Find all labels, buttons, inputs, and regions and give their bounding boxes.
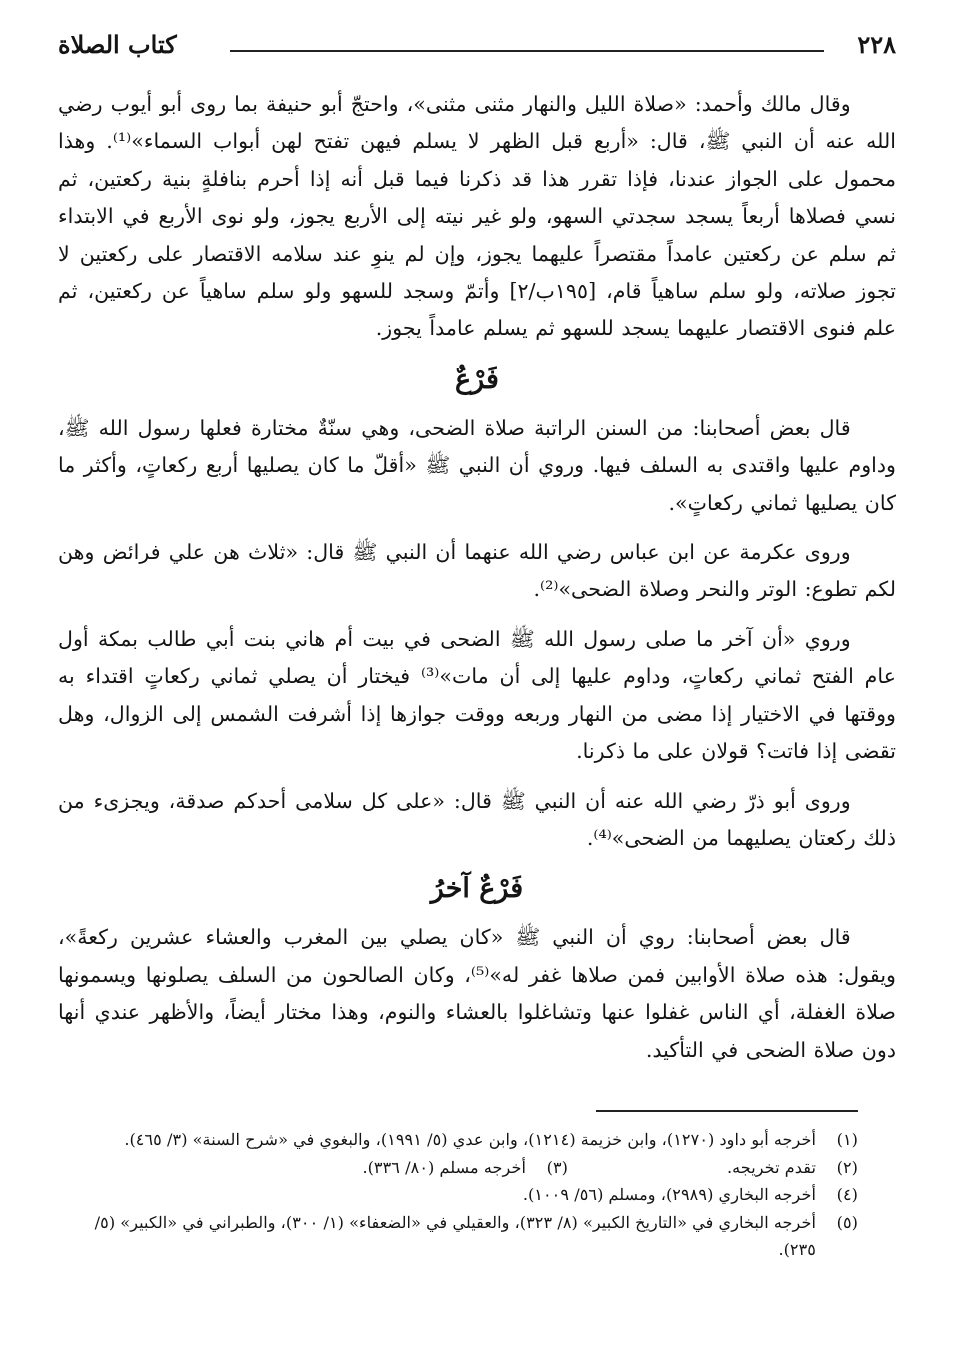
footnote-4 xyxy=(86,1181,858,1209)
footnote-3 xyxy=(278,1154,568,1182)
footnote-number: (٤) xyxy=(836,1185,858,1204)
footnote-number: (٥) xyxy=(836,1212,858,1232)
section-heading-far-akhar: فَرْعٌ آخرُ xyxy=(430,873,524,905)
footnote-text: أخرجه البخاري (٢٩٨٩)، ومسلم (٥٦/ ١٠٠٩). xyxy=(522,1185,816,1204)
page-header xyxy=(58,30,896,64)
main-text xyxy=(58,86,896,1081)
footnote-number: (٣) xyxy=(546,1157,568,1177)
paragraph-3: وروى عكرمة عن ابن عباس رضي الله عنهما أن النبي ﷺ قال: «ثلاث هن علي فرائض وهن لكم تطوع: الوتر والنحر وصلاة الضحى»⁽²⁾. xyxy=(58,540,896,602)
running-title: كتاب الصلاة xyxy=(58,30,177,59)
footnotes xyxy=(86,1126,858,1264)
footnote-text: تقدم تخريجه. xyxy=(726,1157,816,1177)
footnote-text: أخرجه مسلم (٨٠/ ٣٣٦). xyxy=(362,1157,526,1177)
footnote-number: (٢) xyxy=(836,1157,858,1177)
page-number: ٢٢٨ xyxy=(857,30,896,59)
header-rule xyxy=(230,50,824,52)
footnote-5 xyxy=(86,1209,858,1264)
footnote-row-2-3 xyxy=(86,1154,858,1182)
footnote-text: أخرجه أبو داود (١٢٧٠)، وابن خزيمة (١٢١٤)، وابن عدي (٥/ ١٩٩١)، والبغوي في «شرح السنة» (٣/ ٤٦٥). xyxy=(124,1130,816,1149)
footnote-2 xyxy=(568,1154,858,1182)
footnote-1 xyxy=(86,1126,858,1154)
paragraph-1: وقال مالك وأحمد: «صلاة الليل والنهار مثنى مثنى»، واحتجّ أبو حنيفة بما روى أبو أيوب رضي الله عنه أن النبي ﷺ، قال: «أربع قبل الظهر لا يسلم فيهن تفتح لهن أبواب السماء»⁽¹⁾. وهذا محمول على الجواز عندنا، فإذا تقرر هذا قد ذكرنا فيما قبل أنه إذا أحرم بنافلةٍ بنية ركعتين، ثم نسي فصلاها أربعاً يسجد سجدتي السهو، ولو غير نيته إلى الأربع يجوز، ولو نوى الأربع في الابتداء ثم سلم عن ركعتين عامداً مقتصراً عليهما يجوز، وإن لم ينوِ عند سلامه الاقتصار على ركعتين لا تجوز صلاته، ولو سلم ساهياً قام، [١٩٥ب/٢] وأتمّ وسجد للسهو ولو سلم ساهياً عن ركعتين، ثم علم فنوى الاقتصار عليهما يسجد للسهو ثم يسلم عامداً يجوز. xyxy=(58,92,896,341)
footnote-rule xyxy=(596,1110,858,1112)
footnote-number: (١) xyxy=(836,1130,858,1149)
footnote-text: أخرجه البخاري في «التاريخ الكبير» (٨/ ٣٢٣)، والعقيلي في «الضعفاء» (١/ ٣٠٠)، والطبراني في «الكبير» (٥/ ٢٣٥). xyxy=(94,1212,816,1259)
paragraph-6: قال بعض أصحابنا: روي أن النبي ﷺ «كان يصلي بين المغرب والعشاء عشرين ركعةً»، ويقول: هذه صلاة الأوابين فمن صلاها غفر له»⁽⁵⁾، وكان الصالحون من السلف يصلونها ويسمونها صلاة الغفلة، أي الناس غفلوا عنها وتشاغلوا بالعشاء والنوم، وهذا مختار أيضاً، والأظهر عندي أنها دون صلاة الضحى في التأكيد. xyxy=(58,925,896,1062)
section-heading-far: فَرْعٌ xyxy=(455,363,499,395)
paragraph-2: قال بعض أصحابنا: من السنن الراتبة صلاة الضحى، وهي سنّةٌ مختارة فعلها رسول الله ﷺ، وداوم عليها واقتدى به السلف فيها. وروي أن النبي ﷺ «أقلّ ما كان يصليها أربع ركعاتٍ، وأكثر ما كان يصليها ثماني ركعاتٍ». xyxy=(58,415,896,515)
paragraph-5: وروى أبو ذرّ رضي الله عنه أن النبي ﷺ قال: «على كل سلامى أحدكم صدقة، ويجزىء من ذلك ركعتان يصليهما من الضحى»⁽⁴⁾. xyxy=(58,788,896,850)
paragraph-4: وروي «أن آخر ما صلى رسول الله ﷺ الضحى في بيت أم هاني بنت أبي طالب بمكة أول عام الفتح ثماني ركعاتٍ، وداوم عليها إلى أن مات»⁽³⁾ فيختار أن يصلي ثماني ركعاتٍ اقتداء به ووقتها في الاختيار إذا مضى من النهار وربعه ووقت جوازها إذا أشرفت الشمس إلى الزوال، وهل تقضى إذا فاتت؟ قولان على ما ذكرنا. xyxy=(58,626,896,764)
